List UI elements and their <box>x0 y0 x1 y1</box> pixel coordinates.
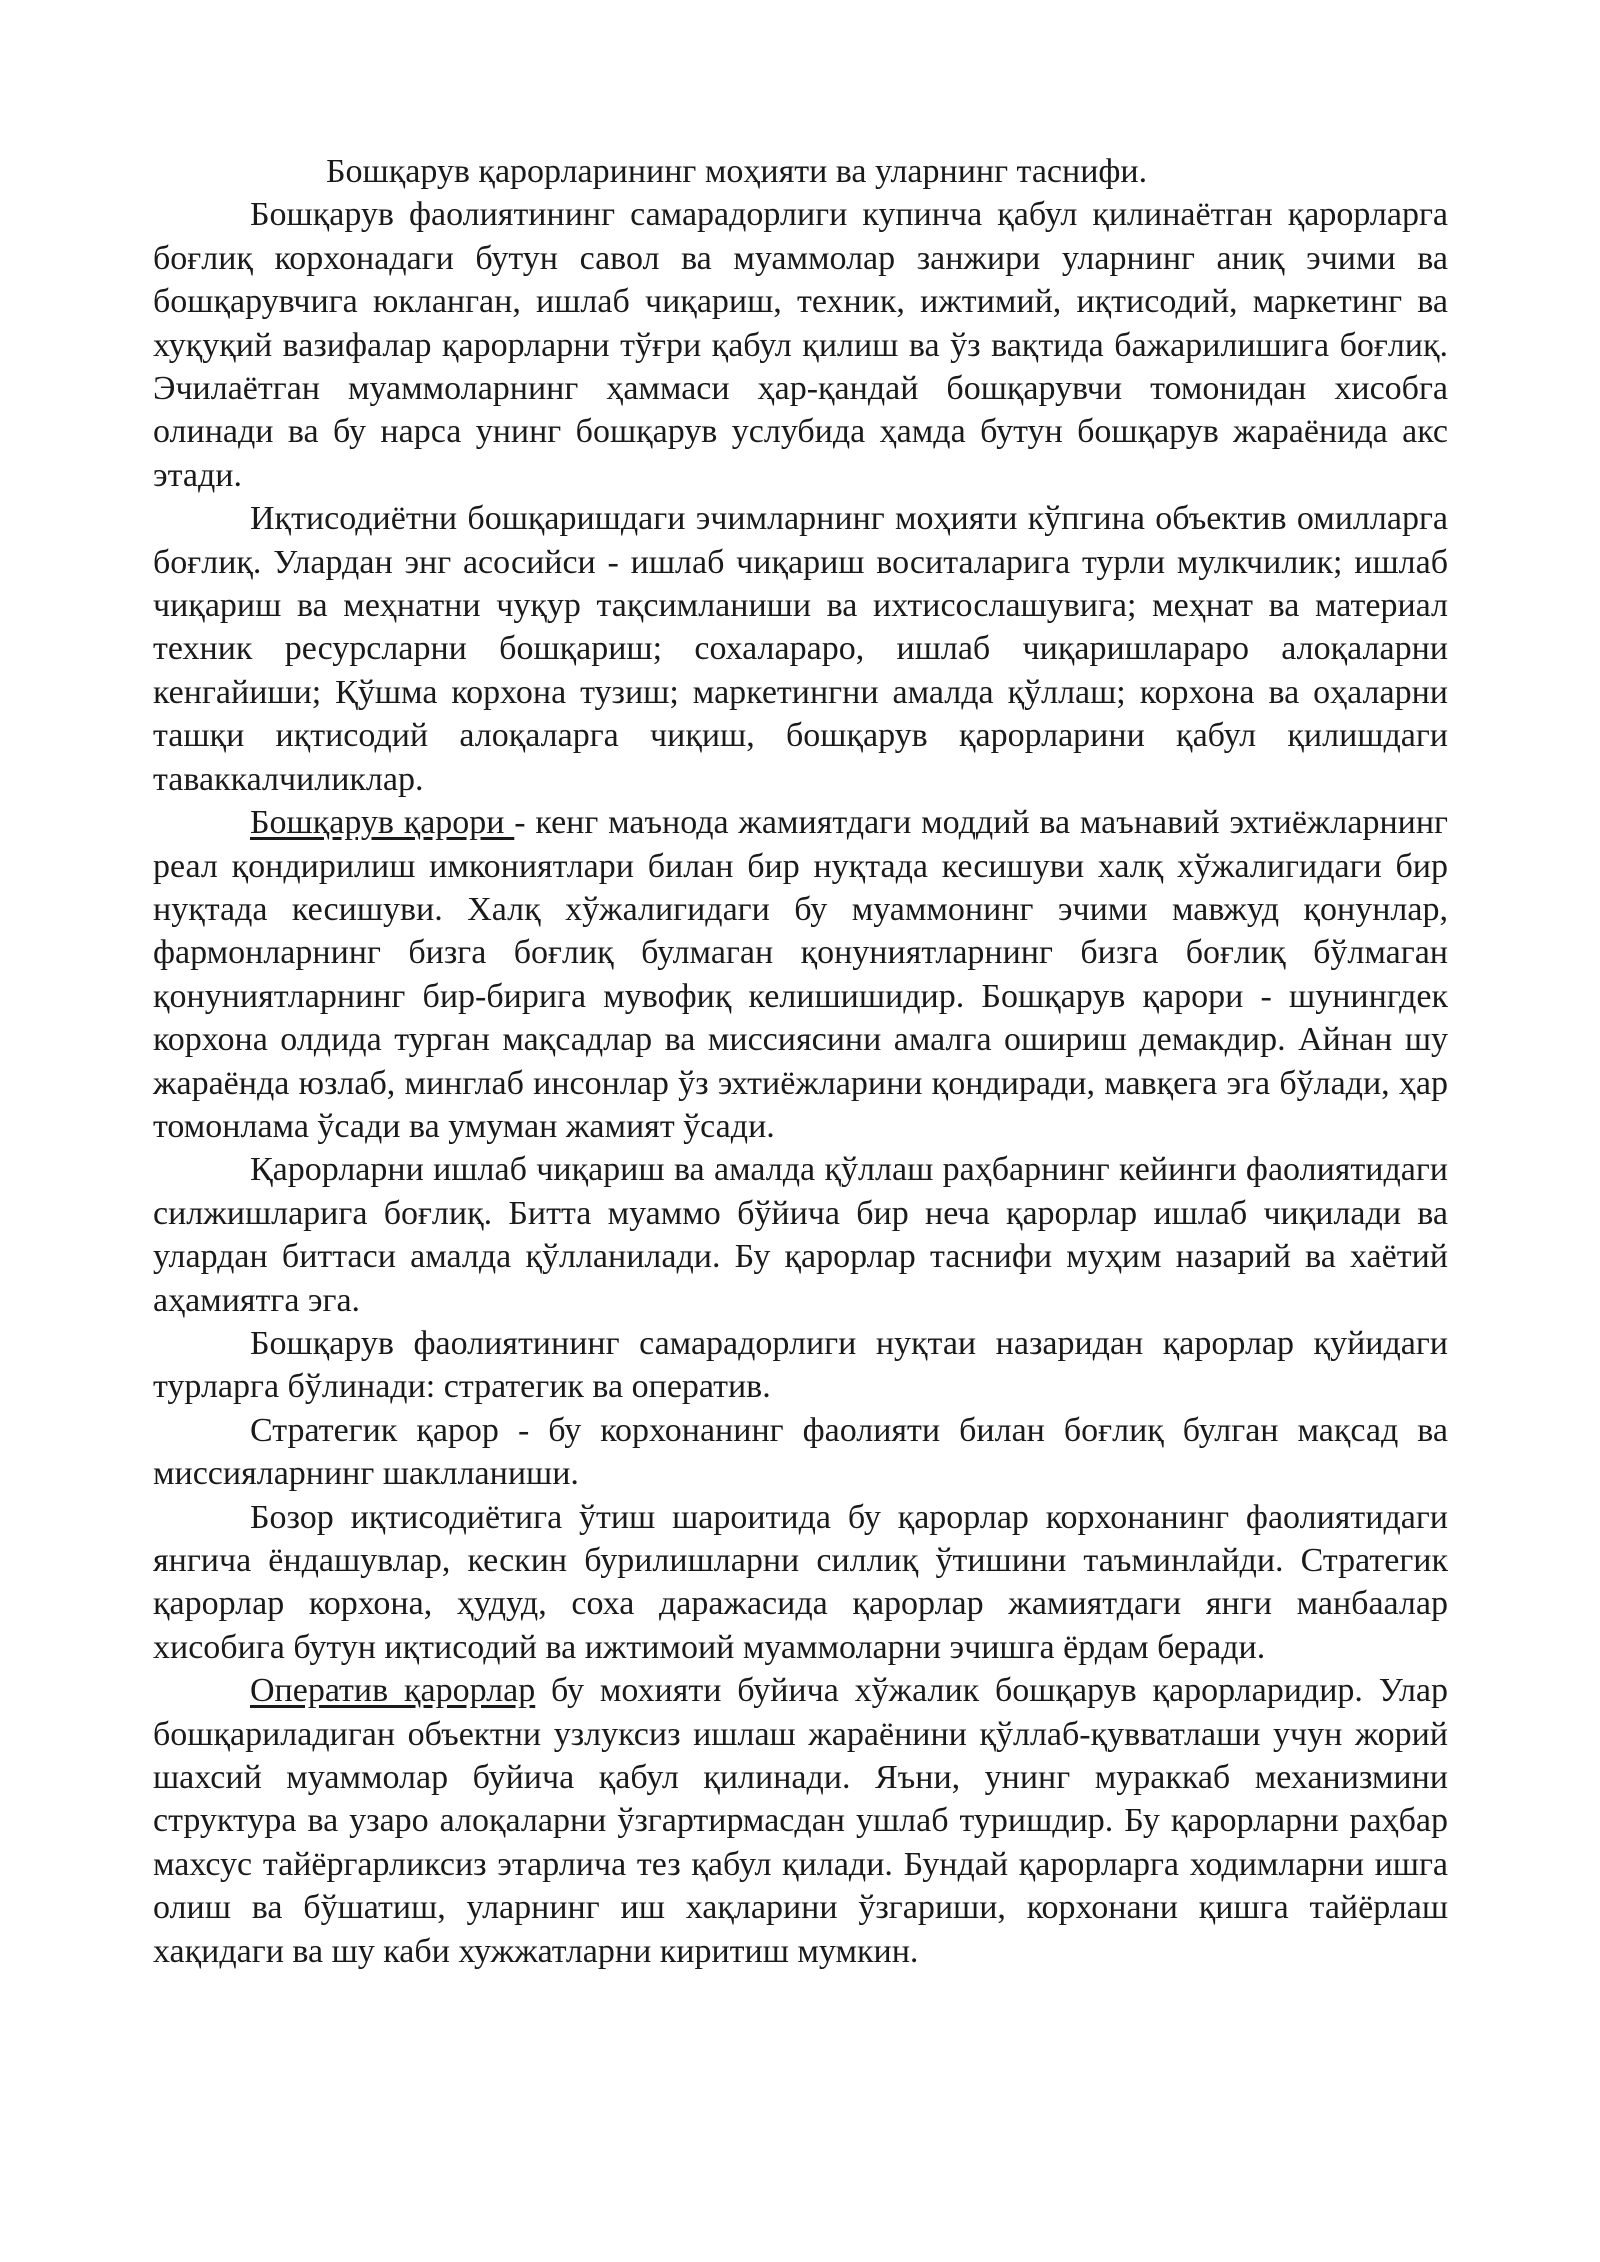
underlined-term: Бошқарув қарори <box>250 804 515 842</box>
paragraph-1 <box>153 193 1448 497</box>
paragraph-text: Иқтисодиётни бошқаришдаги эчимларнинг моҳияти кўпгина объектив омилларга боғлиқ. Улардан энг асосийси - ишлаб чиқариш воситаларига турли мулкчилик; ишлаб чиқариш ва меҳнатни чуқур тақсимланиши ва ихтисослашувига; меҳнат ва материал техник ресурсларни бошқариш; сохалараро, ишлаб чиқаришлараро алоқаларни кенгайиши; Қўшма корхона тузиш; маркетингни амалда қўллаш; корхона ва оҳаларни ташқи иқтисодий алоқаларга чиқиш, бошқарув қарорларини қабул қилишдаги таваккалчиликлар. <box>153 500 1448 798</box>
paragraph-text: - кенг маънода жамиятдаги моддий ва маънавий эхтиёжларнинг реал қондирилиш имкониятлари билан бир нуқтада кесишуви халқ хўжалигидаги бир нуқтада кесишуви. Халқ хўжалигидаги бу муаммонинг эчими мавжуд қонунлар, фармонларнинг бизга боғлиқ булмаган қонуниятларнинг бизга боғлиқ бўлмаган қонуниятларнинг бир-бирига мувофиқ келишишидир. Бошқарув қарори - шунингдек корхона олдида турган мақсадлар ва миссиясини амалга ошириш демакдир. Айнан шу жараёнда юзлаб, минглаб инсонлар ўз эхтиёжларини қондиради, мавқега эга бўлади, ҳар томонлама ўсади ва умуман жамият ўсади. <box>153 804 1448 1145</box>
paragraph-text: Бозор иқтисодиётига ўтиш шароитида бу қарорлар корхонанинг фаолиятидаги янгича ёндашувлар, кескин бурилишларни силлиқ ўтишини таъминлайди. Стратегик қарорлар корхона, ҳудуд, соха даражасида қарорлар жамиятдаги янги манбаалар хисобига бутун иқтисодий ва ижтимоий муаммоларни эчишга ёрдам беради. <box>153 1498 1448 1666</box>
paragraph-7 <box>153 1496 1448 1670</box>
paragraph-6 <box>153 1409 1448 1496</box>
paragraph-text: Бошқарув фаолиятининг самарадорлиги купинча қабул қилинаётган қарорларга боғлиқ корхонадаги бутун савол ва муаммолар занжири уларнинг аниқ эчими ва бошқарувчига юкланган, ишлаб чиқариш, техник, ижтимий, иқтисодий, маркетинг ва хуқуқий вазифалар қарорларни тўғри қабул қилиш ва ўз вақтида бажарилишига боғлиқ. Эчилаётган муаммоларнинг ҳаммаси ҳар-қандай бошқарувчи томонидан хисобга олинади ва бу нарса унинг бошқарув услубида ҳамда бутун бошқарув жараёнида акс этади. <box>153 196 1448 494</box>
document-title: Бошқарув қарорларининг моҳияти ва уларнинг таснифи. <box>326 153 1148 190</box>
underlined-term: Оператив қарорлар <box>250 1672 536 1710</box>
paragraph-8 <box>153 1669 1448 1973</box>
paragraph-text: бу мохияти буйича хўжалик бошқарув қарорларидир. Улар бошқариладиган объектни узлуксиз ишлаш жараёнини қўллаб-қувватлаши учун жорий шахсий муаммолар буйича қабул қилинади. Яъни, унинг мураккаб механизмини структура ва узаро алоқаларни ўзгартирмасдан ушлаб туришдир. Бу қарорларни раҳбар махсус тайёргарликсиз этарлича тез қабул қилади. Бундай қарорларга ходимларни ишга олиш ва бўшатиш, уларнинг иш хақларини ўзгариши, корхонани қишга тайёрлаш хақидаги ва шу каби хужжатларни киритиш мумкин. <box>153 1672 1448 1970</box>
paragraph-2 <box>153 497 1448 801</box>
paragraph-5 <box>153 1322 1448 1409</box>
document-body <box>153 150 1448 1973</box>
paragraph-text: Стратегик қарор - бу корхонанинг фаолияти билан боғлиқ булган мақсад ва миссияларнинг шаклланиши. <box>153 1411 1448 1493</box>
paragraph-text: Бошқарув фаолиятининг самарадорлиги нуқтаи назаридан қарорлар қуйидаги турларга бўлинади: стратегик ва оператив. <box>153 1324 1448 1406</box>
paragraph-4 <box>153 1148 1448 1322</box>
paragraph-3 <box>153 801 1448 1148</box>
paragraph-text: Қарорларни ишлаб чиқариш ва амалда қўллаш раҳбарнинг кейинги фаолиятидаги силжишларига боғлиқ. Битта муаммо бўйича бир неча қарорлар ишлаб чиқилади ва улардан биттаси амалда қўлланилади. Бу қарорлар таснифи муҳим назарий ва хаётий аҳамиятга эга. <box>153 1151 1448 1319</box>
